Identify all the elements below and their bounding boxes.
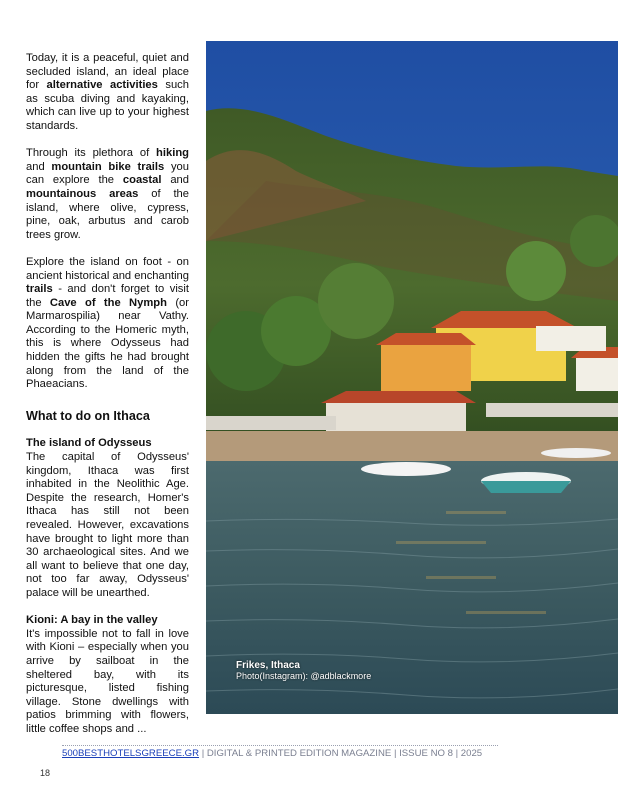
intro-paragraph: Today, it is a peaceful, quiet and secluded island, an ideal place for alternative activities such as scuba diving and kayaking, which can live up to your highest standards. — [26, 52, 190, 132]
subsection-body: The capital of Odysseus' kingdom, Ithaca was first inhabited in the Neolithic Age. Despite the research, Homer's Ithaca has still not been revealed. However, excavations have brought to light more than 30 archaeological sites. And we all want to believe that one day, not too far away, Odysseus' palace will be unearthed. — [26, 451, 189, 599]
explore-paragraph: Explore the island on foot - on ancient historical and enchanting trails - and don't forget to visit the Cave of the Nymph (or Marmarospilia) near Vathy. According to the Homeric myth, this is where Odysseus had hidden the gifts he had brought along from the land of the Phaeacians. — [26, 255, 189, 391]
article-text-column — [26, 52, 189, 750]
subsection-body: It's impossible not to fall in love with Kioni – especially when you arrive by sailboat in the sheltered bay, with its picturesque, listed fishing village. Stone dwellings with patios brimming with flowers, little coffee shops and ... — [26, 627, 189, 735]
photo-caption — [236, 660, 371, 682]
bold-phrase: mountainous areas — [26, 187, 139, 200]
bold-phrase: alternative activities — [46, 79, 158, 92]
harbor-photo — [206, 41, 618, 714]
caption-credit: Photo(Instagram): @adblackmore — [236, 671, 372, 681]
bold-phrase: mountain bike trails — [51, 160, 165, 173]
hiking-paragraph: Through its plethora of hiking and mountain bike trails you can explore the coastal and mountainous areas of the island, where olive, cypress, pine, oak, arbutus and carob trees grow. — [26, 147, 190, 241]
section-heading: What to do on Ithaca — [26, 408, 150, 423]
subsection-title: Kioni: A bay in the valley — [26, 614, 158, 627]
footer — [62, 748, 582, 759]
bold-phrase: coastal — [122, 174, 162, 187]
bold-phrase: Cave of the Nymph — [49, 296, 167, 309]
site-link[interactable]: 500BESTHOTELSGREECE.GR — [62, 748, 200, 759]
footer-text: | DIGITAL & PRINTED EDITION MAGAZINE | ISSUE NO 8 | 2025 — [199, 748, 483, 759]
subsection-title: The island of Odysseus — [26, 437, 152, 450]
bold-phrase: hiking — [156, 147, 189, 160]
bold-phrase: trails — [26, 283, 53, 296]
footer-divider — [62, 745, 498, 746]
page-number: 18 — [40, 768, 51, 778]
caption-title: Frikes, Ithaca — [236, 660, 300, 671]
